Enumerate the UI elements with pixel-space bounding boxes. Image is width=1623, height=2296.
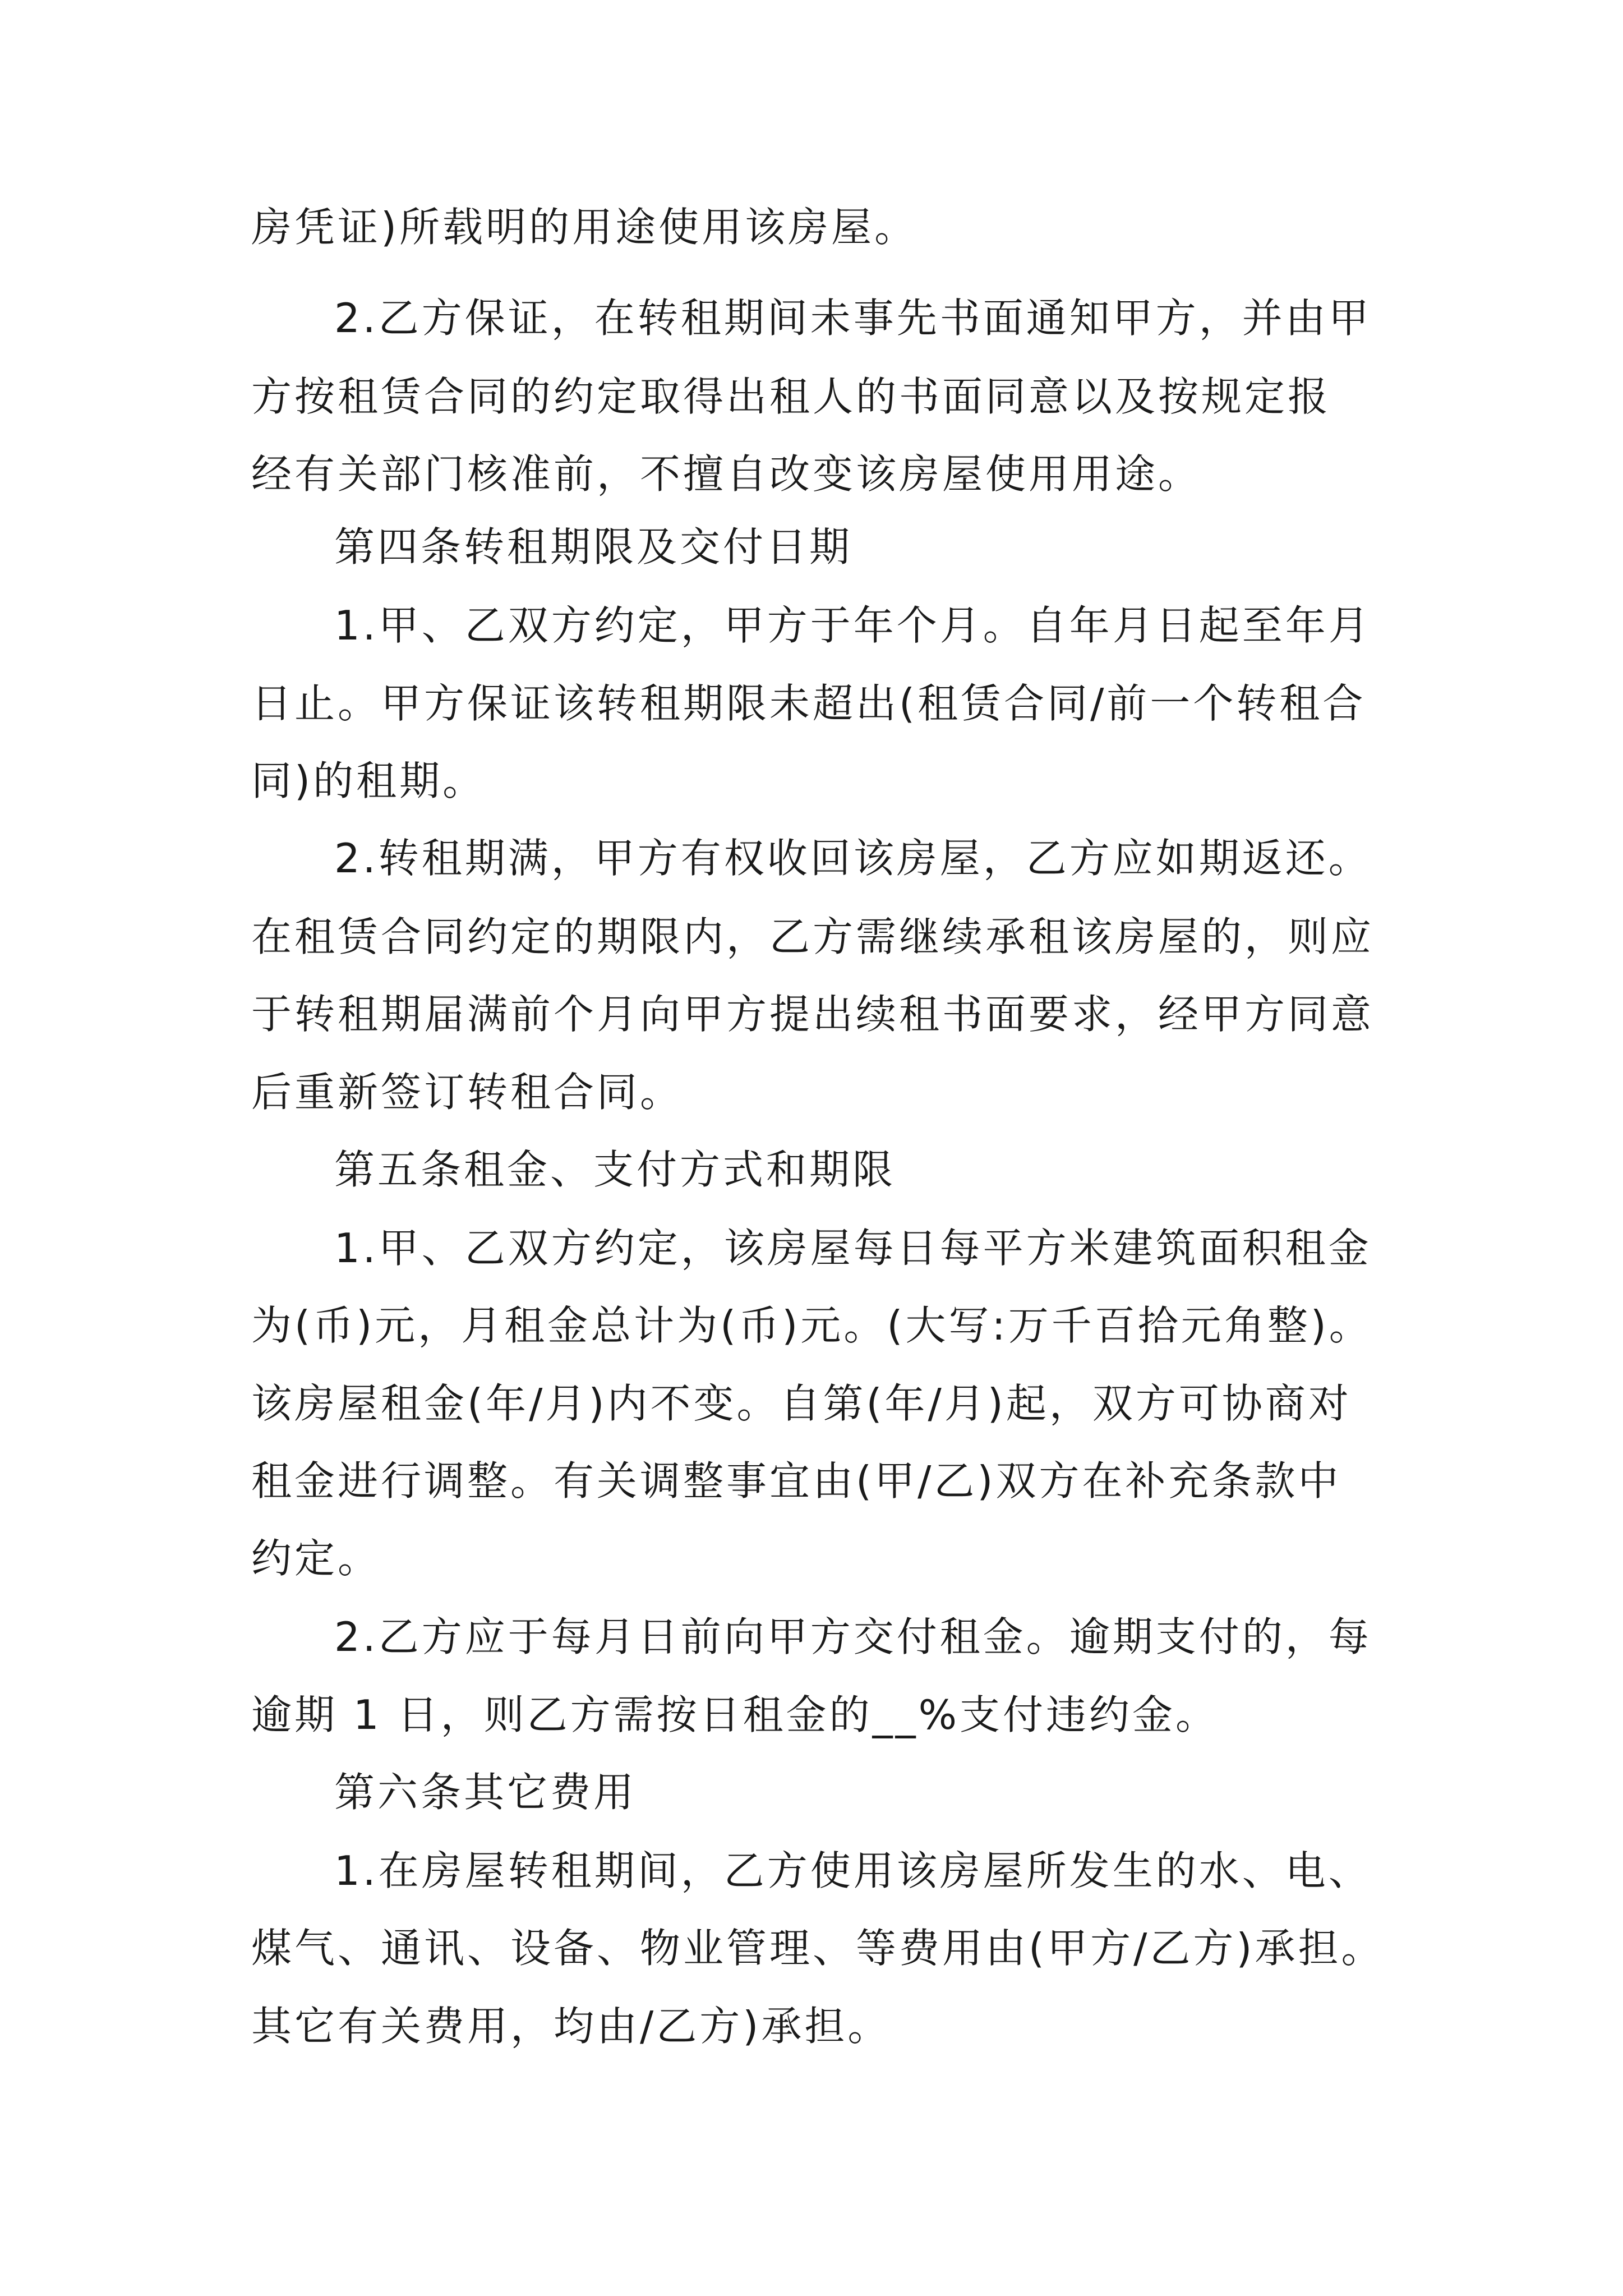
paragraph-line: 约定。	[251, 1535, 381, 1582]
paragraph-line: 后重新签订转租合同。	[251, 1069, 684, 1116]
paragraph-line: 为(币)元，月租金总计为(币)元。(大写:万千百拾元角整)。	[251, 1302, 1372, 1349]
paragraph-line: 该房屋租金(年/月)内不变。自第(年/月)起，双方可协商对	[251, 1380, 1352, 1427]
paragraph-line: 2.乙方保证，在转租期间未事先书面通知甲方，并由甲	[334, 295, 1372, 342]
paragraph-line: 经有关部门核准前，不擅自改变该房屋使用用途。	[251, 450, 1202, 498]
section-heading: 第六条其它费用	[334, 1769, 637, 1816]
paragraph-line: 日止。甲方保证该转租期限未超出(租赁合同/前一个转租合	[251, 680, 1366, 727]
paragraph-line: 1.甲、乙双方约定，该房屋每日每平方米建筑面积租金	[334, 1225, 1372, 1272]
paragraph-line: 逾期 1 日，则乙方需按日租金的__%支付违约金。	[251, 1691, 1219, 1738]
paragraph-line: 于转租期届满前个月向甲方提出续租书面要求，经甲方同意	[251, 991, 1375, 1038]
paragraph-line: 房凭证)所载明的用途使用该房屋。	[251, 204, 918, 251]
paragraph-line: 在租赁合同约定的期限内，乙方需继续承租该房屋的，则应	[251, 913, 1375, 960]
paragraph-line: 1.甲、乙双方约定，甲方于年个月。自年月日起至年月	[334, 602, 1372, 649]
paragraph-line: 租金进行调整。有关调整事宜由(甲/乙)双方在补充条款中	[251, 1457, 1341, 1504]
paragraph-line: 1.在房屋转租期间，乙方使用该房屋所发生的水、电、	[334, 1847, 1372, 1894]
section-heading: 第四条转租期限及交付日期	[334, 523, 853, 570]
paragraph-line: 煤气、通讯、设备、物业管理、等费用由(甲方/乙方)承担。	[251, 1925, 1385, 1972]
paragraph-line: 同)的租期。	[251, 757, 486, 804]
paragraph-line: 其它有关费用，均由/乙方)承担。	[251, 2003, 891, 2050]
paragraph-line: 方按租赁合同的约定取得出租人的书面同意以及按规定报	[251, 373, 1331, 420]
paragraph-line: 2.转租期满，甲方有权收回该房屋，乙方应如期返还。	[334, 835, 1372, 882]
paragraph-line: 2.乙方应于每月日前向甲方交付租金。逾期支付的，每	[334, 1613, 1372, 1660]
section-heading: 第五条租金、支付方式和期限	[334, 1146, 896, 1193]
